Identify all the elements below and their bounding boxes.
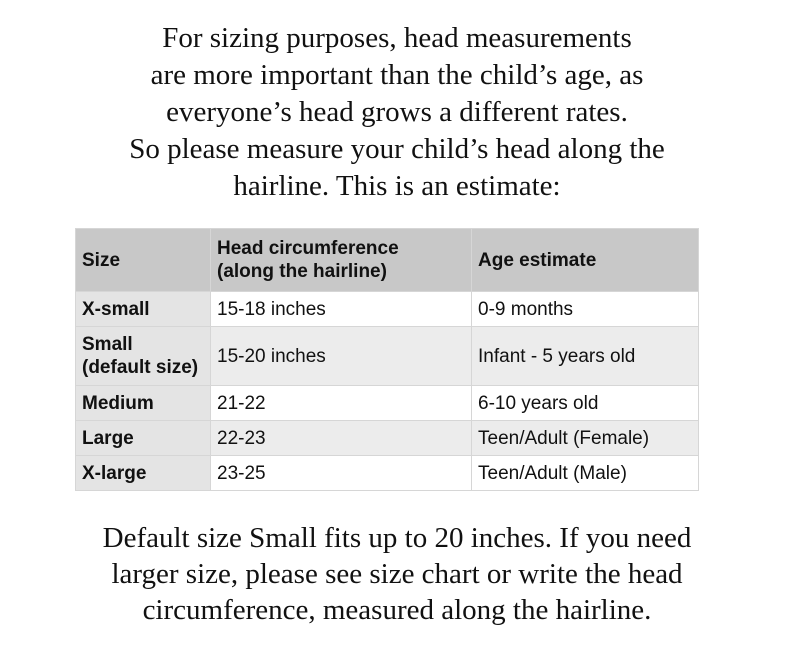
age-cell: Teen/Adult (Female): [472, 421, 699, 456]
outro-text: [0, 520, 794, 628]
intro-line: are more important than the child’s age, as: [150, 59, 644, 91]
table-row: [76, 421, 699, 456]
header-circumference-line2: (along the hairline): [217, 261, 387, 282]
circumference-cell: 23-25: [211, 456, 472, 491]
header-size: Size: [76, 229, 211, 292]
intro-line: For sizing purposes, head measurements: [162, 22, 632, 54]
size-cell: [76, 327, 211, 386]
outro-line: circumference, measured along the hairline.: [142, 594, 652, 626]
age-cell: 0-9 months: [472, 292, 699, 327]
intro-line: hairline. This is an estimate:: [233, 170, 561, 202]
size-label: Small: [82, 334, 133, 355]
size-cell: Large: [76, 421, 211, 456]
size-cell: Medium: [76, 386, 211, 421]
header-circumference-line1: Head circumference: [217, 238, 399, 259]
age-cell: 6-10 years old: [472, 386, 699, 421]
table-row: [76, 327, 699, 386]
circumference-cell: 15-20 inches: [211, 327, 472, 386]
size-cell: X-large: [76, 456, 211, 491]
circumference-cell: 15-18 inches: [211, 292, 472, 327]
circumference-cell: 21-22: [211, 386, 472, 421]
age-cell: Infant - 5 years old: [472, 327, 699, 386]
intro-text: [0, 20, 794, 205]
table-header-row: [76, 229, 699, 292]
size-cell: X-small: [76, 292, 211, 327]
header-age-estimate: Age estimate: [472, 229, 699, 292]
intro-line: So please measure your child’s head along the: [129, 133, 665, 165]
header-head-circumference: [211, 229, 472, 292]
outro-line: larger size, please see size chart or write the head: [111, 558, 683, 590]
size-chart-table: [75, 228, 699, 491]
age-cell: Teen/Adult (Male): [472, 456, 699, 491]
circumference-cell: 22-23: [211, 421, 472, 456]
table-row: [76, 456, 699, 491]
intro-line: everyone’s head grows a different rates.: [166, 96, 628, 128]
table-row: [76, 386, 699, 421]
outro-line: Default size Small fits up to 20 inches. If you need: [102, 522, 692, 554]
size-sublabel: (default size): [82, 357, 199, 378]
table-row: [76, 292, 699, 327]
